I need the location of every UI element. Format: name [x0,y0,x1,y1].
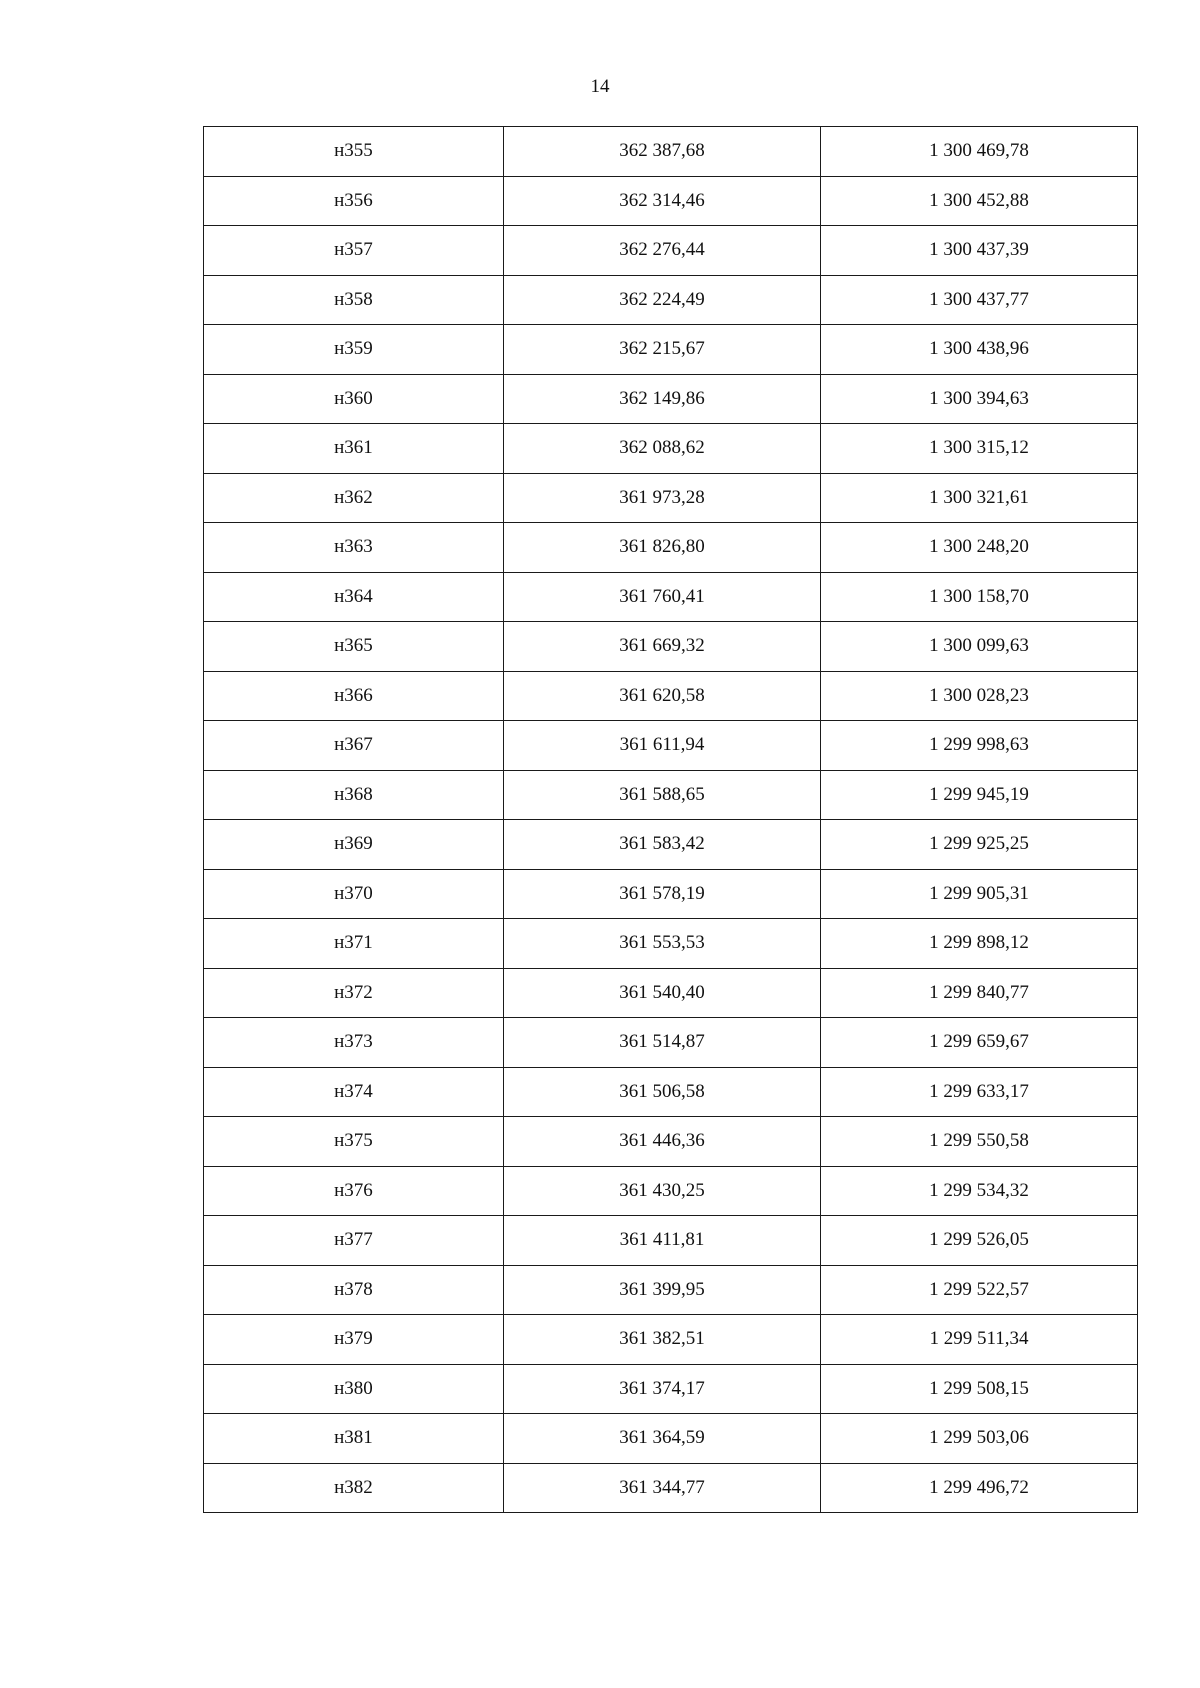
point-name-cell: н374 [204,1067,504,1117]
coordinate-x-cell: 361 446,36 [503,1117,820,1167]
coordinate-y-cell: 1 300 158,70 [820,572,1137,622]
table-row [204,1216,1138,1266]
table-row [204,1364,1138,1414]
coordinate-y-cell: 1 299 526,05 [820,1216,1137,1266]
point-name-cell: н356 [204,176,504,226]
coordinate-y-cell: 1 300 452,88 [820,176,1137,226]
table-row [204,622,1138,672]
coordinate-y-cell: 1 299 905,31 [820,869,1137,919]
point-name-cell: н369 [204,820,504,870]
coordinate-x-cell: 361 669,32 [503,622,820,672]
coordinate-y-cell: 1 299 633,17 [820,1067,1137,1117]
point-name-cell: н381 [204,1414,504,1464]
point-name-cell: н365 [204,622,504,672]
table-row [204,325,1138,375]
point-name-cell: н358 [204,275,504,325]
coordinate-x-cell: 361 588,65 [503,770,820,820]
coordinates-table [203,126,1138,1513]
coordinate-x-cell: 361 506,58 [503,1067,820,1117]
point-name-cell: н371 [204,919,504,969]
point-name-cell: н361 [204,424,504,474]
point-name-cell: н375 [204,1117,504,1167]
coordinate-y-cell: 1 299 998,63 [820,721,1137,771]
point-name-cell: н373 [204,1018,504,1068]
coordinate-y-cell: 1 300 099,63 [820,622,1137,672]
table-row [204,919,1138,969]
table-row [204,1463,1138,1513]
coordinate-y-cell: 1 300 469,78 [820,127,1137,177]
table-row [204,770,1138,820]
table-row [204,473,1138,523]
point-name-cell: н379 [204,1315,504,1365]
table-row [204,1315,1138,1365]
coordinate-y-cell: 1 299 511,34 [820,1315,1137,1365]
coordinate-x-cell: 362 387,68 [503,127,820,177]
coordinate-y-cell: 1 300 321,61 [820,473,1137,523]
coordinate-x-cell: 361 382,51 [503,1315,820,1365]
table-row [204,721,1138,771]
point-name-cell: н360 [204,374,504,424]
coordinate-y-cell: 1 299 496,72 [820,1463,1137,1513]
point-name-cell: н380 [204,1364,504,1414]
table-row [204,424,1138,474]
coordinate-x-cell: 361 760,41 [503,572,820,622]
coordinate-x-cell: 362 149,86 [503,374,820,424]
table-row [204,820,1138,870]
table-row [204,374,1138,424]
coordinate-y-cell: 1 299 503,06 [820,1414,1137,1464]
table-row [204,176,1138,226]
coordinate-x-cell: 362 215,67 [503,325,820,375]
point-name-cell: н359 [204,325,504,375]
coordinate-y-cell: 1 299 925,25 [820,820,1137,870]
coordinate-x-cell: 361 553,53 [503,919,820,969]
point-name-cell: н364 [204,572,504,622]
table-row [204,1067,1138,1117]
coordinate-x-cell: 361 430,25 [503,1166,820,1216]
point-name-cell: н363 [204,523,504,573]
coordinate-x-cell: 361 578,19 [503,869,820,919]
coordinate-x-cell: 362 088,62 [503,424,820,474]
coordinate-y-cell: 1 300 248,20 [820,523,1137,573]
coordinate-x-cell: 361 620,58 [503,671,820,721]
coordinate-x-cell: 361 611,94 [503,721,820,771]
point-name-cell: н377 [204,1216,504,1266]
table-row [204,869,1138,919]
coordinate-y-cell: 1 299 898,12 [820,919,1137,969]
page-number: 14 [590,76,610,97]
coordinate-x-cell: 361 364,59 [503,1414,820,1464]
coordinate-y-cell: 1 299 945,19 [820,770,1137,820]
table-row [204,1414,1138,1464]
coordinate-y-cell: 1 299 522,57 [820,1265,1137,1315]
table-row [204,523,1138,573]
point-name-cell: н376 [204,1166,504,1216]
coordinate-x-cell: 361 399,95 [503,1265,820,1315]
coordinate-y-cell: 1 300 394,63 [820,374,1137,424]
coordinates-table-body [204,127,1138,1513]
coordinate-x-cell: 361 344,77 [503,1463,820,1513]
point-name-cell: н382 [204,1463,504,1513]
point-name-cell: н355 [204,127,504,177]
table-row [204,671,1138,721]
coordinate-y-cell: 1 299 840,77 [820,968,1137,1018]
coordinate-x-cell: 362 276,44 [503,226,820,276]
coordinate-y-cell: 1 300 437,77 [820,275,1137,325]
coordinate-y-cell: 1 299 534,32 [820,1166,1137,1216]
table-row [204,572,1138,622]
table-row [204,1018,1138,1068]
table-row [204,275,1138,325]
point-name-cell: н368 [204,770,504,820]
table-row [204,1117,1138,1167]
point-name-cell: н362 [204,473,504,523]
point-name-cell: н370 [204,869,504,919]
point-name-cell: н372 [204,968,504,1018]
coordinate-y-cell: 1 300 438,96 [820,325,1137,375]
coordinate-x-cell: 361 826,80 [503,523,820,573]
coordinate-y-cell: 1 300 028,23 [820,671,1137,721]
coordinate-x-cell: 361 374,17 [503,1364,820,1414]
table-row [204,968,1138,1018]
coordinate-x-cell: 362 314,46 [503,176,820,226]
table-row [204,127,1138,177]
coordinate-y-cell: 1 299 508,15 [820,1364,1137,1414]
coordinate-x-cell: 361 973,28 [503,473,820,523]
coordinate-x-cell: 361 514,87 [503,1018,820,1068]
coordinate-y-cell: 1 299 659,67 [820,1018,1137,1068]
coordinate-x-cell: 361 583,42 [503,820,820,870]
point-name-cell: н366 [204,671,504,721]
point-name-cell: н367 [204,721,504,771]
coordinate-x-cell: 362 224,49 [503,275,820,325]
coordinate-x-cell: 361 540,40 [503,968,820,1018]
table-row [204,226,1138,276]
coordinate-y-cell: 1 300 437,39 [820,226,1137,276]
table-row [204,1166,1138,1216]
coordinate-y-cell: 1 299 550,58 [820,1117,1137,1167]
coordinate-x-cell: 361 411,81 [503,1216,820,1266]
table-row [204,1265,1138,1315]
point-name-cell: н357 [204,226,504,276]
point-name-cell: н378 [204,1265,504,1315]
coordinate-y-cell: 1 300 315,12 [820,424,1137,474]
